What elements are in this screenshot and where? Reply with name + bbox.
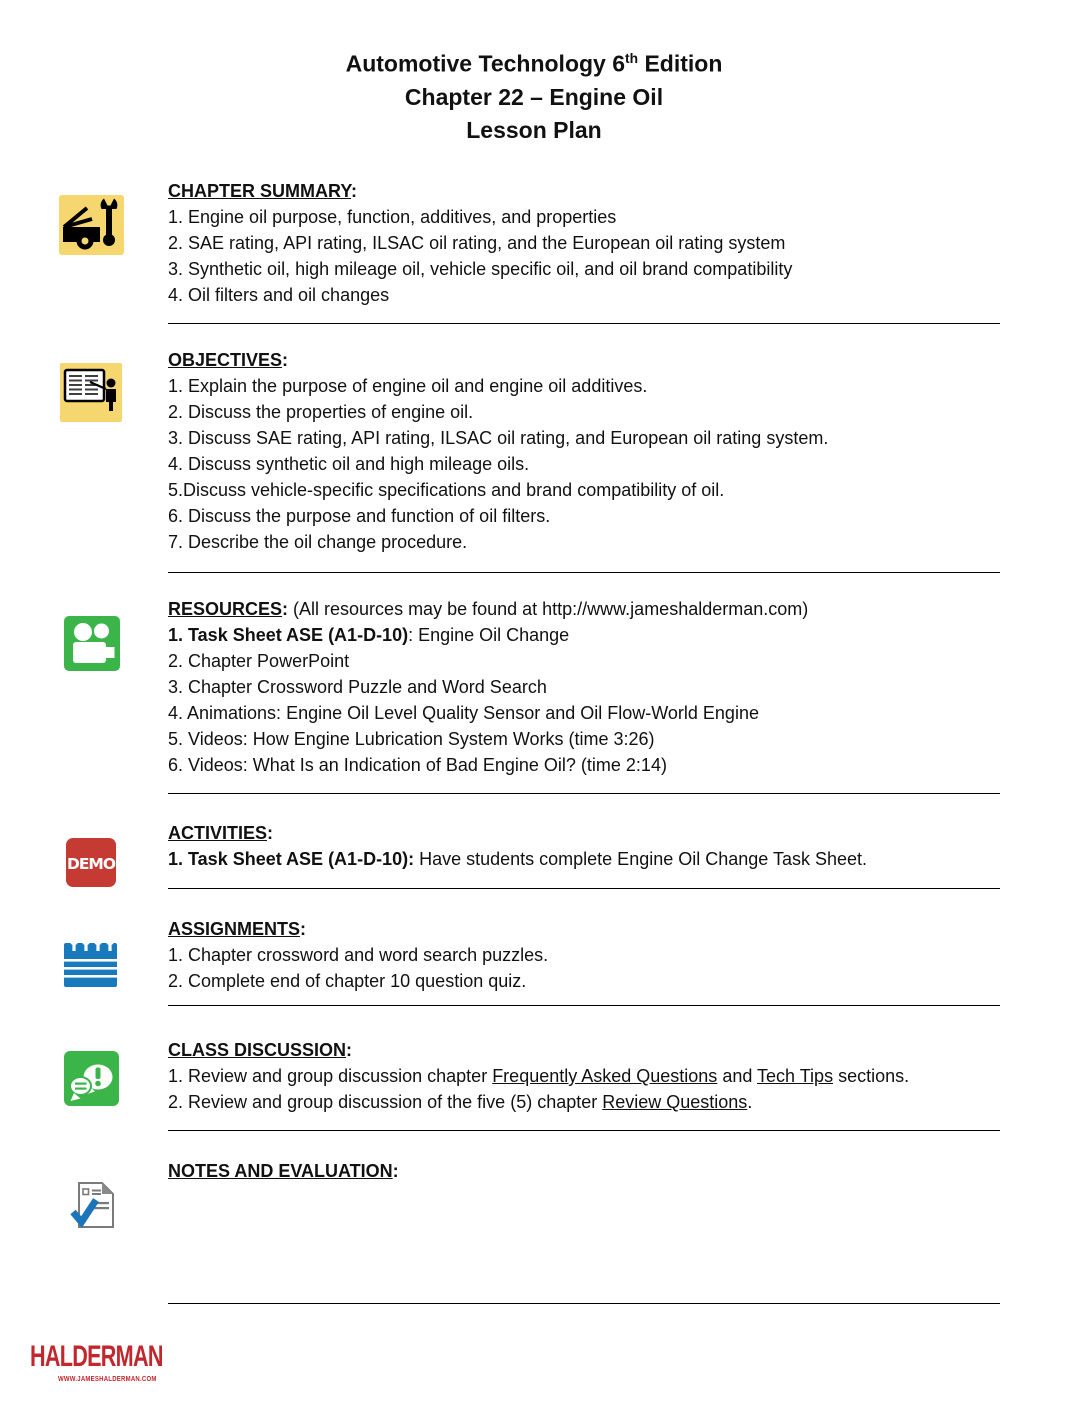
section-divider: [168, 572, 1000, 573]
notes-evaluation-heading: NOTES AND EVALUATION:: [168, 1161, 399, 1181]
class-discussion-heading: CLASS DISCUSSION:: [168, 1040, 353, 1060]
section-objectives: [168, 347, 1000, 573]
list-item: 2. SAE rating, API rating, ILSAC oil rating, and the European oil rating system: [168, 233, 786, 253]
notepad-icon: [62, 933, 119, 993]
svg-text:DEMO: DEMO: [66, 855, 116, 873]
faq-underlined-text: Frequently Asked Questions: [492, 1066, 718, 1086]
section-divider: [168, 1005, 1000, 1006]
list-item: 1. Chapter crossword and word search puzzles.: [168, 945, 549, 965]
title-line-3: Lesson Plan: [466, 116, 602, 143]
section-activities: [66, 820, 1000, 889]
list-item: 1. Engine oil purpose, function, additives, and properties: [168, 207, 617, 227]
list-item: 6. Videos: What Is an Indication of Bad Engine Oil? (time 2:14): [168, 755, 667, 775]
halderman-logo: [30, 1342, 214, 1383]
list-item: 1. Explain the purpose of engine oil and engine oil additives.: [168, 376, 648, 396]
presentation-board-icon: [60, 363, 122, 427]
list-item: 2. Complete end of chapter 10 question quiz.: [168, 971, 527, 991]
assignments-heading: ASSIGNMENTS:: [168, 919, 307, 939]
chapter-summary-heading: CHAPTER SUMMARY:: [168, 181, 357, 201]
car-repair-icon: [59, 195, 125, 260]
activities-heading: ACTIVITIES:: [168, 823, 274, 843]
list-item: 1. Review and group discussion chapter Frequently Asked Questions and Tech Tips sections.: [168, 1066, 910, 1086]
review-questions-underlined-text: Review Questions: [602, 1092, 748, 1112]
section-divider: [168, 793, 1000, 794]
list-item: 1. Task Sheet ASE (A1-D-10): Have students complete Engine Oil Change Task Sheet.: [168, 849, 868, 869]
halderman-logo-text: HALDERMAN: [30, 1340, 163, 1373]
list-item: 3. Chapter Crossword Puzzle and Word Search: [168, 677, 547, 697]
discussion-bubbles-icon: [64, 1051, 119, 1111]
title-line-1: Automotive Technology 6th Edition: [345, 50, 723, 77]
section-resources: [168, 596, 1000, 794]
list-item: 2. Review and group discussion of the five (5) chapter Review Questions.: [168, 1092, 753, 1112]
title-line-2: Chapter 22 – Engine Oil: [404, 83, 664, 110]
list-item: 2. Chapter PowerPoint: [168, 651, 350, 671]
section-divider: [168, 1303, 1000, 1304]
resources-heading: RESOURCES: (All resources may be found at http://www.jameshalderman.com): [168, 599, 809, 619]
list-item: 1. Task Sheet ASE (A1-D-10): Engine Oil Change: [168, 625, 570, 645]
list-item: 5.Discuss vehicle-specific specifications and brand compatibility of oil.: [168, 480, 725, 500]
halderman-logo-url: WWW.JAMESHALDERMAN.COM: [58, 1374, 157, 1383]
section-divider: [168, 1130, 1000, 1131]
list-item: 4. Oil filters and oil changes: [168, 285, 390, 305]
demo-icon: [66, 838, 116, 892]
section-assignments: [168, 916, 1000, 1006]
document-title: [0, 42, 1068, 147]
section-divider: [168, 323, 1000, 324]
list-item: 5. Videos: How Engine Lubrication System Works (time 3:26): [168, 729, 655, 749]
video-camera-icon: [64, 616, 120, 676]
section-class-discussion: [168, 1037, 1000, 1131]
list-item: 2. Discuss the properties of engine oil.: [168, 402, 474, 422]
objectives-heading: OBJECTIVES:: [168, 350, 289, 370]
superscript-th: th: [625, 51, 639, 66]
document-check-icon: [68, 1180, 116, 1235]
list-item: 3. Synthetic oil, high mileage oil, vehicle specific oil, and oil brand compatibility: [168, 259, 793, 279]
section-chapter-summary: [168, 178, 1000, 324]
list-item: 3. Discuss SAE rating, API rating, ILSAC oil rating, and European oil rating system.: [168, 428, 829, 448]
tech-tips-underlined-text: Tech Tips: [757, 1066, 834, 1086]
list-item: 6. Discuss the purpose and function of oil filters.: [168, 506, 551, 526]
section-notes-evaluation: [168, 1158, 1000, 1304]
section-divider: [168, 888, 1000, 889]
list-item: 4. Discuss synthetic oil and high mileage oils.: [168, 454, 530, 474]
list-item: 7. Describe the oil change procedure.: [168, 532, 468, 552]
list-item: 4. Animations: Engine Oil Level Quality Sensor and Oil Flow-World Engine: [168, 703, 759, 723]
